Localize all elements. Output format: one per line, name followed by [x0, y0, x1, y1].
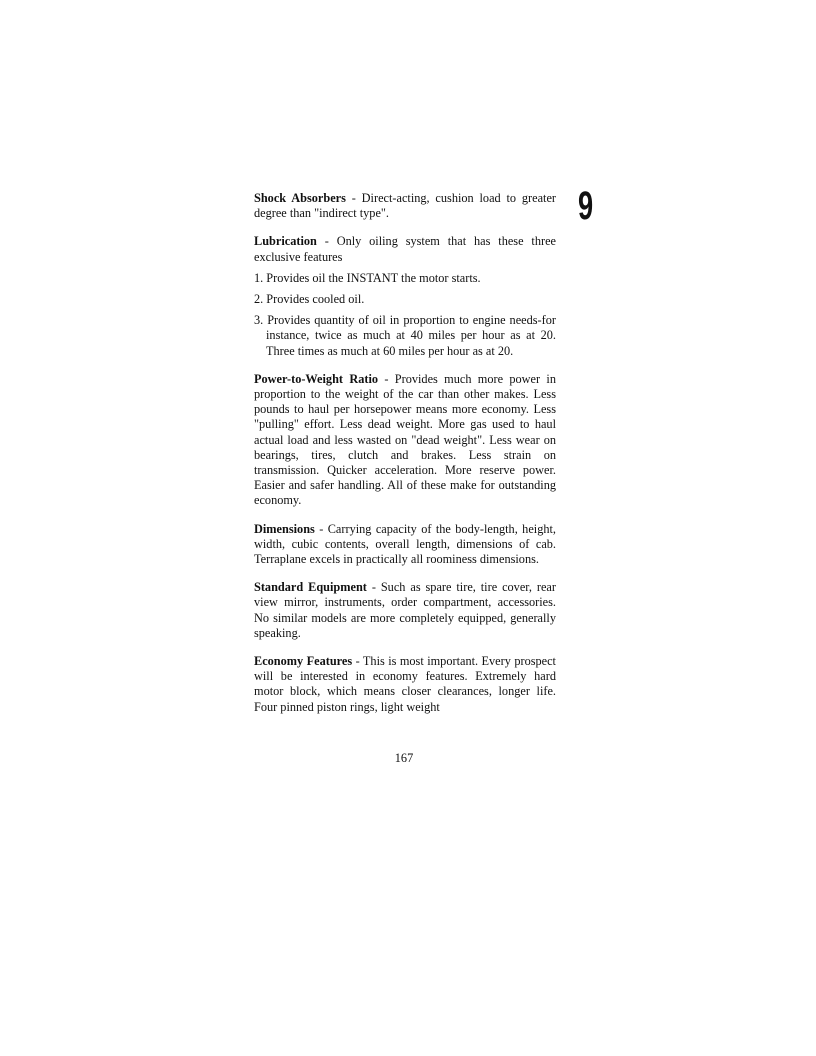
list-item: 1. Provides oil the INSTANT the motor starts. [254, 270, 481, 285]
chapter-number: 9 [578, 184, 594, 228]
section-lubrication [254, 234, 556, 264]
section-separator: - [314, 521, 328, 536]
section-shock-absorbers [254, 191, 556, 221]
section-term: Power-to-Weight Ratio [254, 371, 379, 386]
section-power-to-weight-ratio [254, 372, 556, 509]
section-separator: - [345, 191, 362, 205]
section-text: Only oiling system that has these three exclusive features [254, 234, 556, 264]
section-term: Shock Absorbers [254, 191, 346, 205]
section-text: This is most important. Every prospect will be interested in economy features. Extremely hard motor block, which means closer clearances, longer life. Four pinned piston rings, light weight [254, 654, 556, 714]
list-item: 2. Provides cooled oil. [254, 292, 365, 307]
section-text: Provides much more power in proportion to the weight of the car than other makes. Less pounds to haul per horsepower means more economy. Less "pulling" effort. Less dead weight. More gas used to haul actual load and less wasted on "dead weight". Less wear on bearings, tires, clutch and brakes. Less strain on transmission. Quicker acceleration. More reserve power. Easier and safer handling. All of these make for outstanding economy. [254, 371, 556, 508]
section-separator: - [366, 580, 381, 595]
lubrication-feature-list [254, 271, 556, 359]
section-text: Direct-acting, cushion load to greater degree than "indirect type". [254, 191, 557, 221]
page-content [254, 191, 556, 728]
section-term: Lubrication [254, 234, 317, 249]
section-dimensions [254, 522, 556, 568]
section-economy-features [254, 654, 556, 715]
section-text: Such as spare tire, tire cover, rear view mirror, instruments, order compartment, accessories. No similar models are more completely equipped, generally speaking. [254, 580, 556, 640]
section-term: Standard Equipment [254, 580, 367, 595]
section-separator: - [316, 234, 337, 249]
section-term: Dimensions [254, 521, 315, 536]
section-separator: - [352, 654, 363, 669]
section-separator: - [378, 371, 395, 386]
page-number: 167 [394, 751, 414, 765]
list-item: 3. Provides quantity of oil in proportion to engine needs-for instance, twice as much at 40 miles per hour as at 20. Three times as much at 60 miles per hour as at 20. [254, 313, 556, 358]
section-standard-equipment [254, 580, 556, 641]
section-term: Economy Features [254, 654, 353, 669]
section-text: Carrying capacity of the body-length, height, width, cubic contents, overall length, dimensions of cab. Terraplane excels in practically all roominess dimensions. [254, 521, 556, 567]
